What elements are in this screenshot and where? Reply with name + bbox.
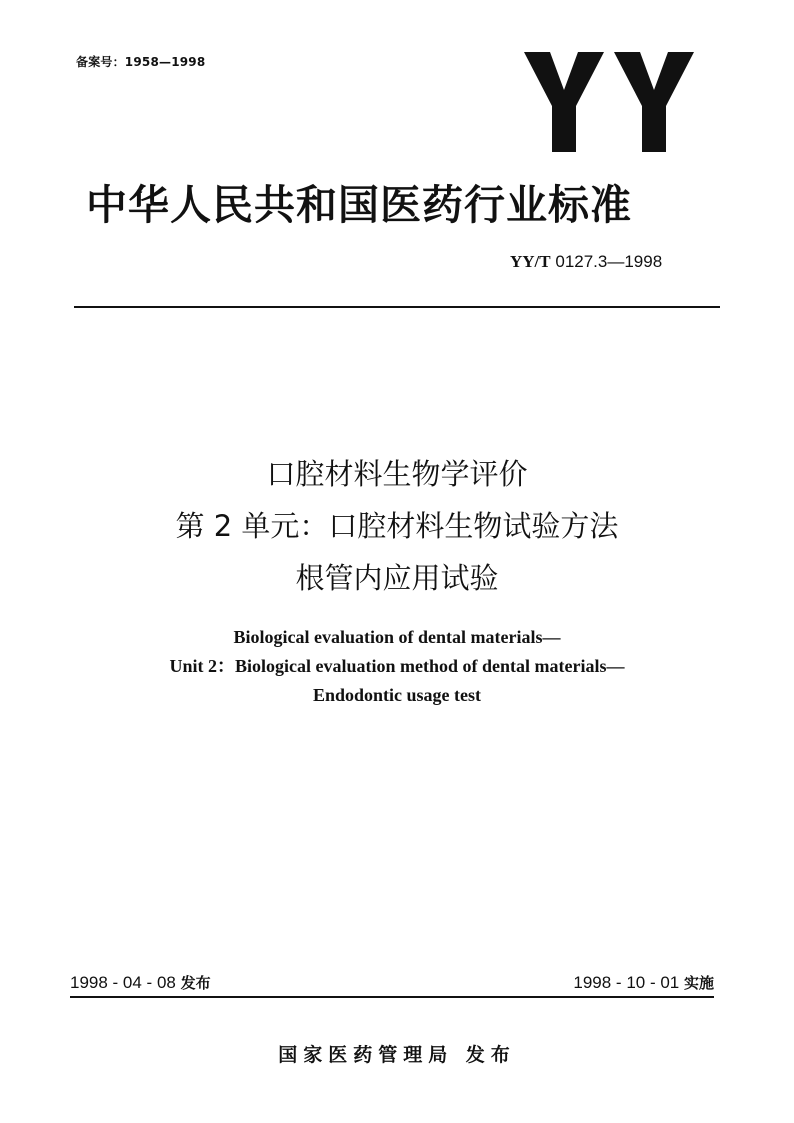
logo-letter-y-right [614,52,694,152]
filing-number: 备案号：1958—1998 [76,55,206,69]
title-en-line-1: Biological evaluation of dental materials— [233,627,561,647]
title-cn-line-3: 根管内应用试验 [295,561,499,595]
standard-code-number: 0127.3—1998 [555,252,663,271]
logo-letter-y-left [524,52,604,152]
title-en-line-2: Unit 2：Biological evaluation method of dental materials— [169,656,625,676]
standard-organization: 中华人民共和国医药行业标准 [86,181,632,229]
issue-label: 发布 [180,974,211,992]
title-cn-line-2: 第 2 单元：口腔材料生物试验方法 [175,509,619,543]
issue-date [70,972,211,993]
publisher: 国家医药管理局 发布 [278,1044,516,1066]
top-divider [74,306,720,308]
implementation-date-value: 1998 - 10 - 01 [573,973,680,992]
standard-code [510,252,662,272]
title-en-line-3: Endodontic usage test [312,685,482,705]
issue-date-value: 1998 - 04 - 08 [70,973,176,992]
implementation-label: 实施 [683,974,714,992]
implementation-date [573,972,714,993]
yy-logo [524,52,694,156]
title-cn-line-1: 口腔材料生物学评价 [266,457,528,491]
bottom-divider [70,996,714,998]
standard-code-prefix: YY/T [510,252,551,271]
